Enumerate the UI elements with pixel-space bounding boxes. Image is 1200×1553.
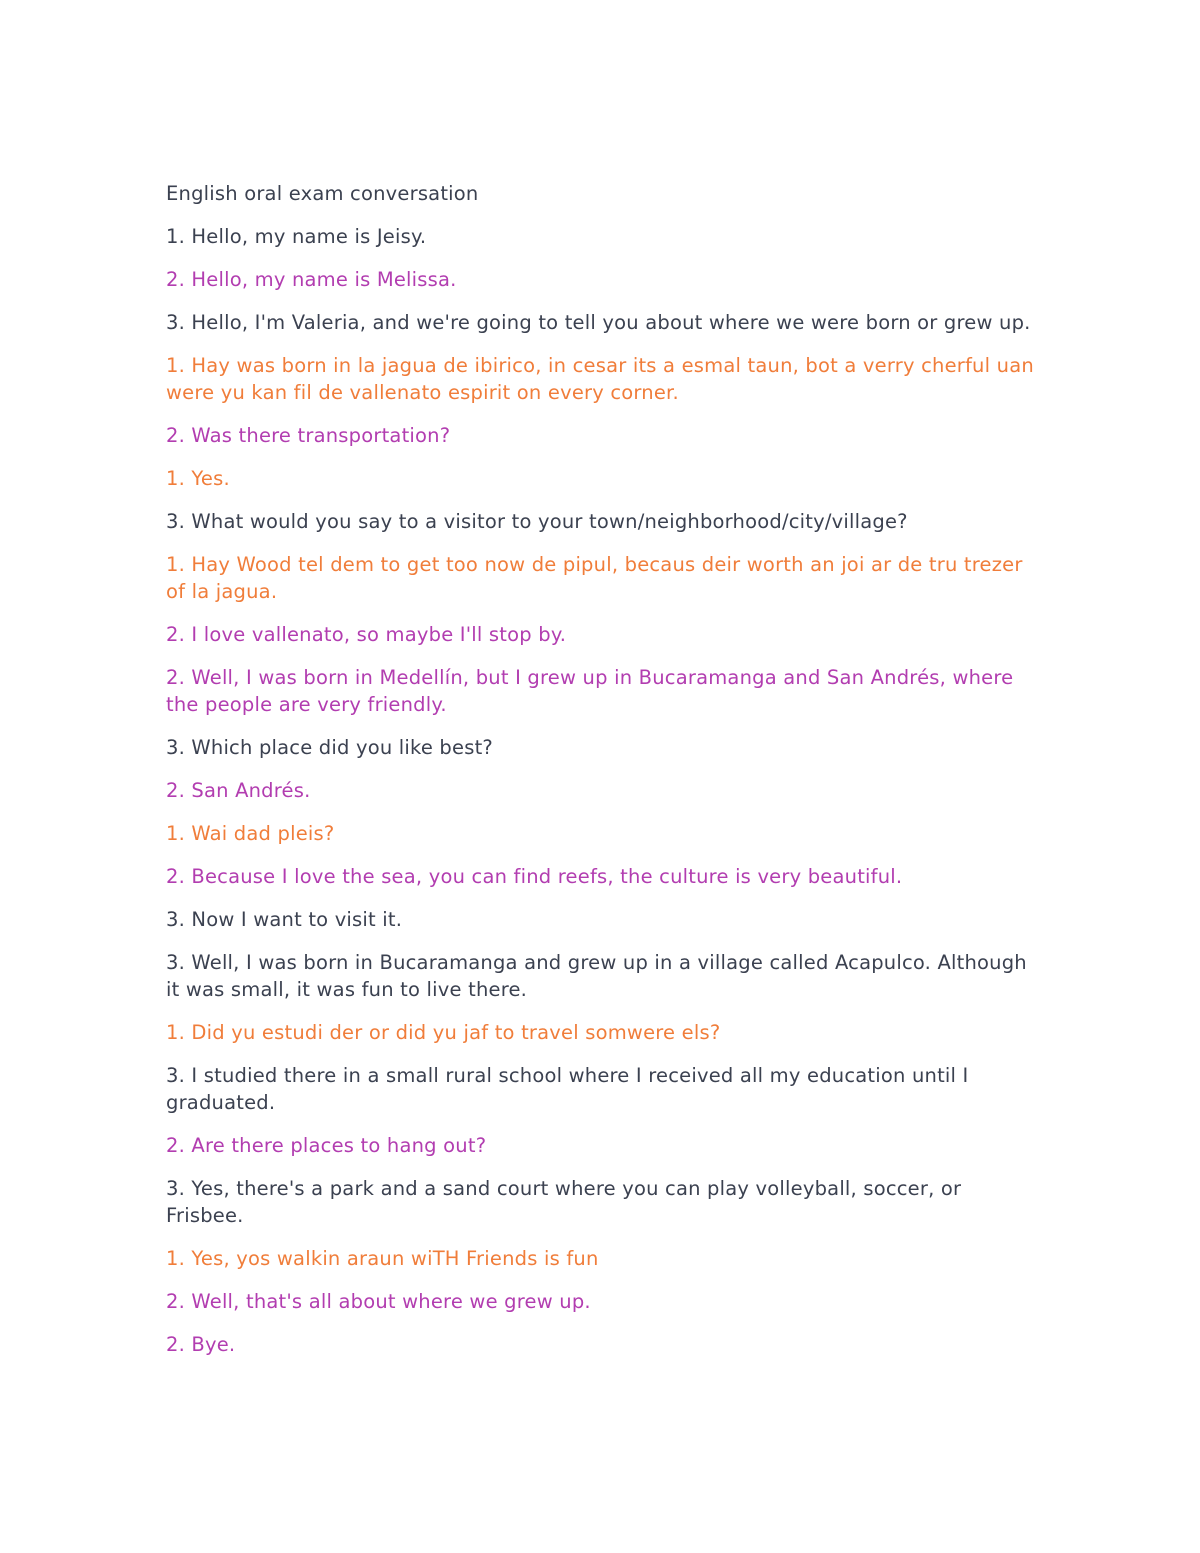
dialogue-line: 3. I studied there in a small rural school where I received all my education until I graduated. bbox=[166, 1064, 969, 1114]
dialogue-line: 2. Well, that's all about where we grew up. bbox=[166, 1290, 591, 1313]
dialogue-line: 3. Now I want to visit it. bbox=[166, 908, 403, 931]
dialogue-line: 3. Yes, there's a park and a sand court where you can play volleyball, soccer, or Frisbee. bbox=[166, 1177, 962, 1227]
dialogue-line: 1. Hello, my name is Jeisy. bbox=[166, 225, 427, 248]
dialogue-line: 2. Hello, my name is Melissa. bbox=[166, 268, 457, 291]
dialogue-line: 1. Yes, yos walkin araun wiTH Friends is fun bbox=[166, 1247, 599, 1270]
dialogue-line: 2. Because I love the sea, you can find reefs, the culture is very beautiful. bbox=[166, 865, 903, 888]
dialogue-line: 1. Hay Wood tel dem to get too now de pipul, becaus deir worth an joi ar de tru trezer of la jagua. bbox=[166, 553, 1023, 603]
dialogue-line: 1. Yes. bbox=[166, 467, 230, 490]
document-title: English oral exam conversation bbox=[166, 182, 479, 205]
dialogue-line: 2. Are there places to hang out? bbox=[166, 1134, 487, 1157]
dialogue-line: 1. Wai dad pleis? bbox=[166, 822, 335, 845]
dialogue-line: 3. Which place did you like best? bbox=[166, 736, 493, 759]
dialogue-line: 3. Hello, I'm Valeria, and we're going to tell you about where we were born or grew up. bbox=[166, 311, 1031, 334]
dialogue-line: 1. Did yu estudi der or did yu jaf to travel somwere els? bbox=[166, 1021, 721, 1044]
dialogue-line: 2. I love vallenato, so maybe I'll stop by. bbox=[166, 623, 567, 646]
dialogue-line: 3. What would you say to a visitor to your town/neighborhood/city/village? bbox=[166, 510, 908, 533]
dialogue-line: 2. Bye. bbox=[166, 1333, 236, 1356]
dialogue-line: 2. San Andrés. bbox=[166, 779, 311, 802]
dialogue-line: 2. Was there transportation? bbox=[166, 424, 451, 447]
dialogue-line: 1. Hay was born in la jagua de ibirico, in cesar its a esmal taun, bot a verry cherful uan were yu kan fil de vallenato espirit on every corner. bbox=[166, 354, 1034, 404]
document-body bbox=[166, 180, 1036, 1374]
dialogue-line: 3. Well, I was born in Bucaramanga and grew up in a village called Acapulco. Although it was small, it was fun to live there. bbox=[166, 951, 1027, 1001]
dialogue-line: 2. Well, I was born in Medellín, but I grew up in Bucaramanga and San Andrés, where the people are very friendly. bbox=[166, 666, 1014, 716]
